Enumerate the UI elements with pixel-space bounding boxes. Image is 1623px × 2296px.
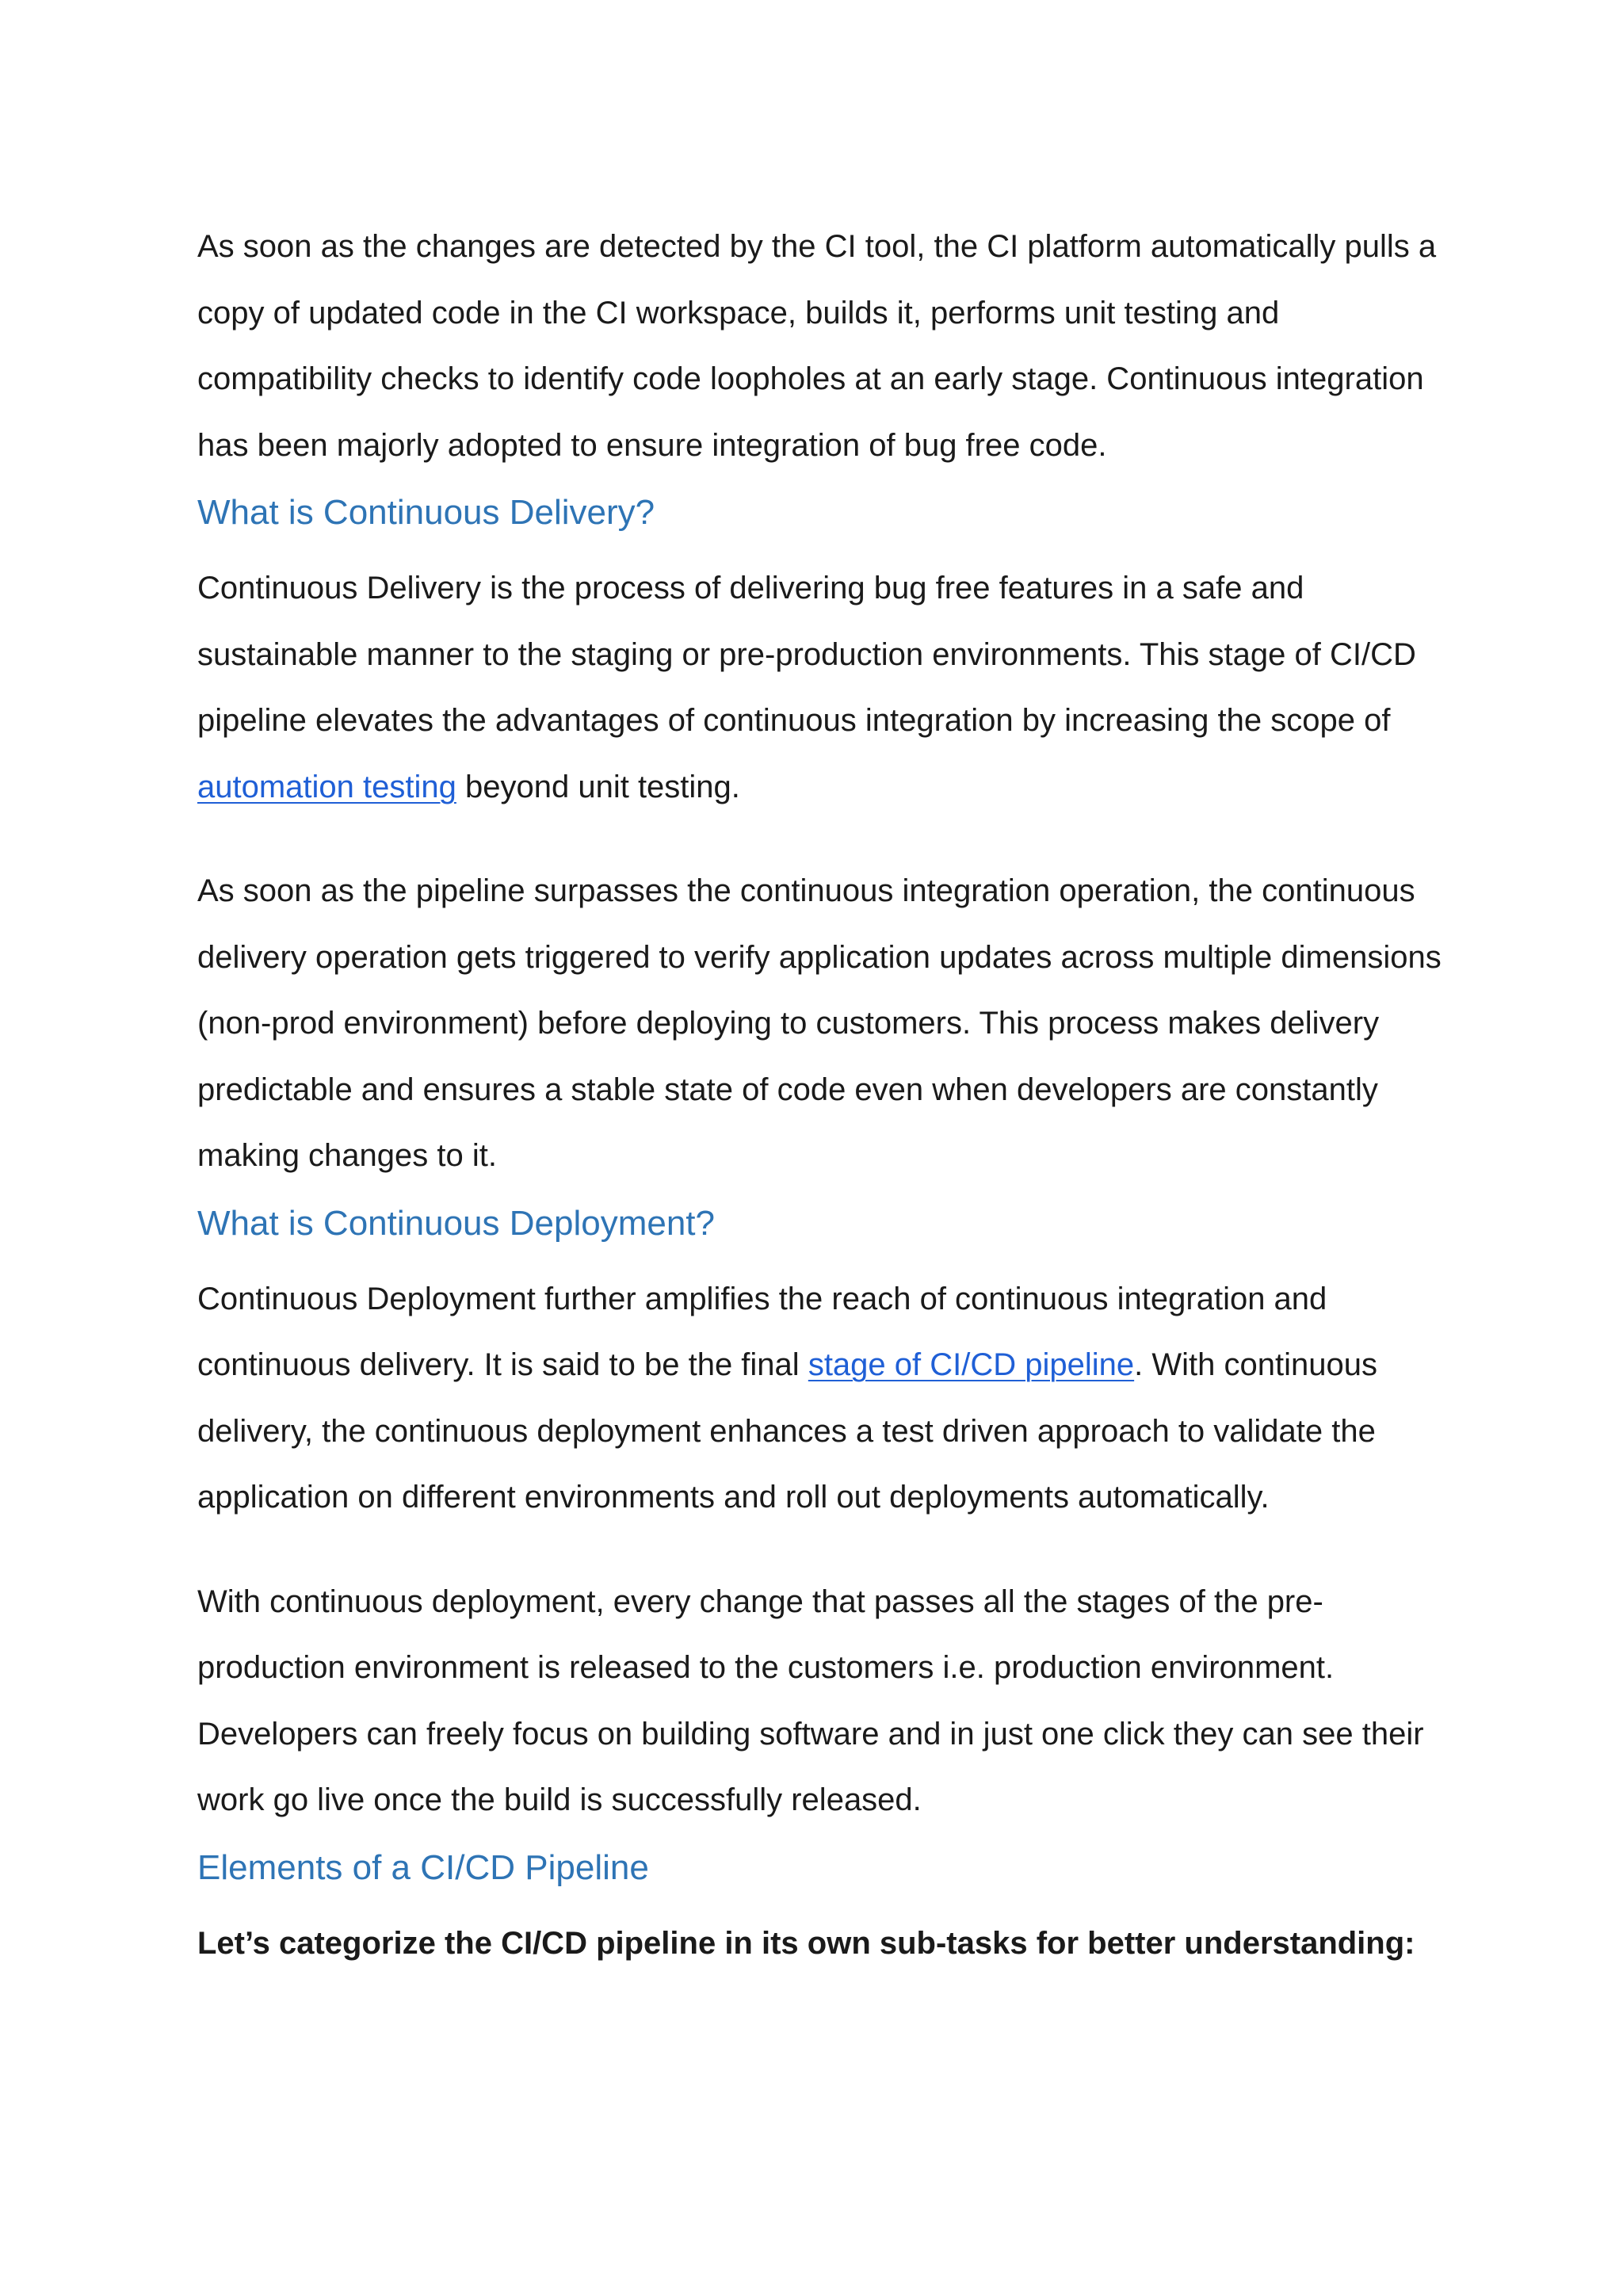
heading-continuous-delivery: What is Continuous Delivery? [197, 493, 655, 532]
continuous-delivery-paragraph-1 [197, 556, 1442, 820]
stage-of-cicd-pipeline-link[interactable]: stage of CI/CD pipeline [808, 1347, 1135, 1382]
heading-continuous-deployment: What is Continuous Deployment? [197, 1203, 715, 1243]
cd-p1-text-before: Continuous Delivery is the process of delivering bug free features in a safe and sustainable manner to the staging or pre-production environments. This stage of CI/CD pipeline elevates the advantages of continuous integration by increasing the scope of [197, 571, 1416, 738]
continuous-deployment-paragraph-2: With continuous deployment, every change that passes all the stages of the pre-production environment is released to the customers i.e. production environment. Developers can freely focus on building software and in just one click they can see their work go live once the build is successfully released. [197, 1584, 1424, 1817]
cdep-p1-text-after: . With continuous delivery, the continuous deployment enhances a test driven approach to validate the application on different environments and roll out deployments automatically. [197, 1347, 1377, 1515]
heading-elements-of-cicd-pipeline: Elements of a CI/CD Pipeline [197, 1847, 649, 1887]
cd-p1-text-after: beyond unit testing. [456, 769, 740, 804]
intro-paragraph: As soon as the changes are detected by the CI tool, the CI platform automatically pulls a copy of updated code in the CI workspace, builds it, performs unit testing and compatibility checks to identify code loopholes at an early stage. Continuous integration has been majorly adopted to ensure integration of bug free code. [197, 229, 1437, 463]
continuous-delivery-paragraph-2: As soon as the pipeline surpasses the continuous integration operation, the continuous delivery operation gets triggered to verify application updates across multiple dimensions (non-prod environment) before deploying to customers. This process makes delivery predictable and ensures a stable state of code even when developers are constantly making changes to it. [197, 873, 1442, 1173]
cdep-p1-text-before: Continuous Deployment further amplifies the reach of continuous integration and continuous delivery. It is said to be the final [197, 1281, 1327, 1382]
automation-testing-link[interactable]: automation testing [197, 769, 456, 804]
elements-lead-paragraph: Let’s categorize the CI/CD pipeline in its own sub-tasks for better understanding: [197, 1925, 1415, 1961]
document-content [197, 214, 1442, 1977]
continuous-deployment-paragraph-1 [197, 1266, 1442, 1531]
